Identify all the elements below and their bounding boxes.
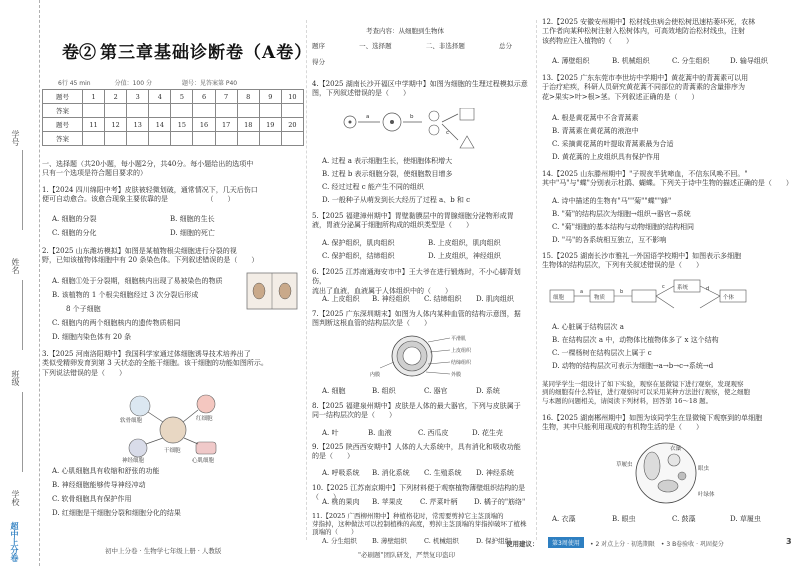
figure-label: 衣藻: [670, 446, 682, 452]
option[interactable]: D. 黄花蒿的上皮组织具有保护作用: [552, 153, 660, 161]
table-cell: [149, 104, 171, 118]
table-cell: 12: [105, 118, 127, 132]
table-cell: 3: [127, 90, 149, 104]
question-7: 7.【2025 广东深圳期末】如图为人体内某种血管的结构示意图，据 图判断这根血管的结构层次是（ ）: [312, 310, 521, 328]
figure-label: 草履虫: [616, 462, 633, 468]
option[interactable]: B. 青蒿素在黄花蒿的液泡中: [552, 127, 639, 135]
table-cell: [281, 104, 303, 118]
table-cell: 20: [281, 118, 303, 132]
option[interactable]: C. 采摘黄花蒿的叶提取青蒿素最为合适: [552, 140, 674, 148]
table-cell: [127, 132, 149, 146]
table-row: [43, 132, 304, 146]
option[interactable]: B. 苹果皮: [372, 498, 403, 506]
option[interactable]: B. 细胞的生长: [170, 215, 215, 223]
option[interactable]: C. 保护组织，结缔组织: [322, 252, 395, 260]
figure-label: 结缔组织: [451, 360, 472, 366]
option[interactable]: A. 过程 a 表示细胞生长，使细胞体积增大: [322, 157, 453, 165]
option[interactable]: B. 过程 b 表示细胞分裂，使细胞数目增多: [322, 170, 453, 178]
option[interactable]: A. 呼吸系统: [322, 469, 360, 477]
table-cell: [171, 132, 193, 146]
table-cell: 10: [281, 90, 303, 104]
table-cell: 11: [83, 118, 105, 132]
figure-label: 叶绿体: [698, 492, 715, 498]
figure-label: b: [410, 114, 414, 120]
table-cell: [215, 104, 237, 118]
column-divider: [536, 20, 537, 540]
footer-middle: "必刷题"团队研发，严禁复印盗印: [358, 551, 455, 559]
table-cell: 7: [215, 90, 237, 104]
option[interactable]: C. 芹菜叶柄: [420, 498, 458, 506]
option[interactable]: D. 草履虫: [730, 515, 761, 523]
figure-label: d: [706, 286, 710, 292]
figure-label: b: [620, 289, 624, 295]
table-cell: [149, 132, 171, 146]
option[interactable]: D. 动物的结构层次可表示为细胞→a→b→c→系统→d: [552, 362, 714, 370]
option[interactable]: D. 花生壳: [472, 429, 503, 437]
table-cell: 15: [171, 118, 193, 132]
exam-title: 第三章基础诊断卷（A卷）: [100, 43, 313, 63]
table-row: [43, 104, 304, 118]
option[interactable]: A. 分生组织: [322, 537, 357, 545]
question-1: 1.【2024 四川绵阳中考】皮肤被轻微划破，通常情况下，几天后伤口 便可自动愈合。该愈合现象主要依靠的是 （ ）: [42, 186, 258, 204]
table-cell: 题号: [43, 90, 83, 104]
table-cell: [127, 104, 149, 118]
option[interactable]: C. "菊"细胞的基本结构与动物细胞的结构相同: [552, 223, 694, 231]
question-2: 2.【2025 山东潍坊模拟】如图是某植物根尖细胞进行分裂的视 野，已知该植物体细胞中有 20 条染色体。下列叙述错误的是（ ）: [42, 247, 259, 265]
header-score: 得分: [312, 58, 325, 66]
exam-meta: 6行 45 min 分值：100 分 题号：见答案第 P40: [58, 80, 238, 87]
option[interactable]: B. 在结构层次 a 中，动物体比植物体多了 x 这个结构: [552, 336, 719, 344]
option[interactable]: D. 红细胞是干细胞分裂和细胞分化的结果: [52, 509, 181, 517]
question-15: 15.【2025 湖南长沙市雅礼一外国语学校期中】如图表示多细胞 生物体的结构层次，下列有关叙述错误的是（ ）: [542, 252, 742, 270]
table-cell: [215, 132, 237, 146]
option[interactable]: 8 个子细胞: [52, 305, 101, 313]
table-cell: 13: [127, 118, 149, 132]
option[interactable]: B. 上皮组织，肌肉组织: [428, 239, 501, 247]
option[interactable]: C. 西瓜皮: [418, 429, 449, 437]
option[interactable]: D. 肌肉组织: [476, 295, 514, 303]
table-cell: [237, 132, 259, 146]
school-label: 学校: [11, 490, 20, 506]
answer-table: [42, 89, 304, 146]
option[interactable]: C. 机械组织: [424, 537, 459, 545]
table-cell: [171, 104, 193, 118]
option[interactable]: C. 分生组织: [672, 57, 710, 65]
option[interactable]: C. 生殖系统: [424, 469, 462, 477]
table-cell: [237, 104, 259, 118]
figure-label: a: [366, 114, 370, 120]
option[interactable]: A. 薄壁组织: [552, 57, 590, 65]
figure-label: 软骨细胞: [120, 418, 143, 424]
question-13: 13.【2025 广东东莞市李世坊中学期中】黄花蒿中的青蒿素可以用 于治疗疟疾，科研人员研究黄花蒿不同部位的青蒿素的含量排序为 花>果实>叶>根>茎。下列叙述正确的是（ ）: [542, 74, 749, 101]
option[interactable]: C. 器官: [424, 387, 448, 395]
figure-label: 平滑肌: [451, 336, 467, 342]
figure-label: 红细胞: [196, 416, 213, 422]
table-cell: 17: [215, 118, 237, 132]
option[interactable]: B. 机械组织: [612, 57, 650, 65]
question-9: 9.【2025 陕西西安期中】人体的人大系统中，具有消化和吸收功能 的是（ ）: [312, 443, 521, 461]
option[interactable]: D. 输导组织: [730, 57, 768, 65]
option[interactable]: C. 结缔组织: [424, 295, 462, 303]
table-row: [43, 90, 304, 104]
blood-vessel-figure: [370, 332, 486, 380]
margin-line: [22, 392, 23, 472]
root-tip-cell-figure: [246, 272, 298, 310]
exam-badge: 卷②: [62, 43, 96, 63]
option[interactable]: D. 一般种子从萌发到长大经历了过程 a、b 和 c: [322, 196, 471, 204]
single-cell-organisms-figure: [608, 440, 728, 506]
option[interactable]: D. "马"的各系统相互独立，互不影响: [552, 236, 667, 244]
option[interactable]: B. 血液: [368, 429, 392, 437]
option[interactable]: A. 细胞①处于分裂期，细胞核内出现了易被染色的物质: [52, 277, 223, 285]
question-8: 8.【2025 福建泉州期中】皮肤是人体的最大器官，下列与皮肤属于 同一结构层次的是（ ）: [312, 402, 521, 420]
question-12: 12.【2025 安徽安州期中】松材线虫病会使松树迅速枯萎坏死，农林 工作者向某种松树注射入松树体内，可高效地防治松材线虫，注射 该药物应注入植物的（ ）: [542, 18, 756, 45]
section-title: 一、选择题（共20小题，每小题2分，共40分。每小题给出的选项中 只有一个选项是符合题目要求的）: [42, 160, 254, 178]
option[interactable]: A. 衣藻: [552, 515, 576, 523]
option[interactable]: C. 鼓藻: [672, 515, 696, 523]
question-14: 14.【2025 山东滕州期中】"子规夜半犹啼血，不信东风唤不回。" 其中"马"与"蝶"分别表示杜鹃、蝴蝶。下列关于诗中生物的描述正确的是（ ）: [542, 170, 793, 188]
question-11: 11.【2025 广西柳州期中】种植格花时，常需要剪掉它主茎顶端的 芽指掉，这种做法可以控制植株的高度，剪掉主茎顶端的芽指掉破坏了植株 顶端的（ ）: [312, 512, 527, 537]
question-5: 5.【2025 福建漳州期中】胃壁黏膜层中的胃腺细胞分泌物形成胃 液，胃液分泌属于细胞所构成的组织类型是（ ）: [312, 212, 514, 230]
option[interactable]: D. 上皮组织，神经组织: [428, 252, 501, 260]
question-6: 6.【2025 江苏南通海安市中】王大爷在进行锻炼时，不小心脚背划伤， 流出了血液，血液属于人体组织中的（ ）: [312, 268, 521, 295]
option[interactable]: A. 细胞的分裂: [52, 215, 97, 223]
reading-material: 某同学学生一组设计了如下实验，观察在显微镜下进行观察，发现观察 到的细胞有什么特征，进行观察时可以采用某种方法进行观察，使之细胞 与本题的问题相关，请阅读下列材料，回答第 16～18 题。: [542, 380, 750, 405]
table-cell: [259, 132, 281, 146]
stem-cell-figure: [118, 390, 228, 464]
figure-label: 干细胞: [164, 448, 181, 454]
option[interactable]: B. 组织: [372, 387, 396, 395]
usage-text: • 2 对点上分 · 初选期限 • 3 B卷验收 · 巩固提分: [590, 541, 724, 548]
footer-left: 初中上分卷 · 生物学七年级上册 · 人教版: [105, 547, 222, 555]
question-10: 10.【2025 江苏南京期中】下列材料便于观察植物薄壁组织结构的是（ ）: [312, 484, 526, 502]
option[interactable]: B. 消化系统: [372, 469, 410, 477]
option[interactable]: A. 诗中描述的生物有"马""菊""蝶""蜂": [552, 197, 672, 205]
margin-line: [22, 280, 23, 350]
table-cell: [259, 104, 281, 118]
table-cell: 6: [193, 90, 215, 104]
option[interactable]: D. 系统: [476, 387, 500, 395]
margin-line: [22, 150, 23, 230]
figure-label: 上皮组织: [451, 348, 472, 354]
option[interactable]: A. 桃的果肉: [322, 498, 360, 506]
student-id-label: 学号: [11, 130, 20, 146]
figure-label: c: [446, 130, 450, 136]
table-cell: 题号: [43, 118, 83, 132]
table-cell: 8: [237, 90, 259, 104]
table-cell: [105, 104, 127, 118]
table-cell: [193, 104, 215, 118]
option[interactable]: A. 保护组织，肌肉组织: [322, 239, 395, 247]
question-4: 4.【2025 湖南长沙开福区中学期中】如图为细胞的生理过程模拟示意 图，下列叙述错误的是（ ）: [312, 80, 528, 98]
option[interactable]: A. 根是黄花蒿中不含青蒿素: [552, 114, 639, 122]
figure-label: c: [662, 284, 665, 290]
table-cell: 16: [193, 118, 215, 132]
option[interactable]: B. "菊"的结构层次为细胞→组织→器官→系统: [552, 210, 691, 218]
figure-label: 内膜: [370, 372, 381, 378]
table-cell: 1: [83, 90, 105, 104]
figure-label: 眼虫: [698, 466, 710, 472]
figure-label: 神经细胞: [122, 458, 145, 464]
table-cell: 9: [259, 90, 281, 104]
option[interactable]: B. 神经组织: [372, 295, 410, 303]
table-cell: [83, 132, 105, 146]
question-3: 3.【2025 河南洛阳期中】我国科学家通过体细胞诱导技术培养出了 类似受精卵发育到第 3 天状态的全能干细胞。该干细胞的功能如图所示。 下列说法错误的是（ ）: [42, 350, 268, 377]
column-divider: [306, 20, 307, 540]
usage-label: 使用建议：: [506, 540, 539, 548]
figure-label: 物质: [594, 295, 606, 301]
option[interactable]: C. 经过过程 c 能产生不同的组织: [322, 183, 424, 191]
option[interactable]: A. 心脏属于结构层次 a: [552, 323, 624, 331]
table-cell: [193, 132, 215, 146]
option[interactable]: D. 神经系统: [476, 469, 514, 477]
option[interactable]: A. 心肌细胞具有收缩和舒张的功能: [52, 467, 160, 475]
option[interactable]: C. 细胞内的两个细胞核内的遗传物质相同: [52, 319, 181, 327]
option[interactable]: A. 细胞: [322, 387, 346, 395]
cell-process-figure: [338, 108, 488, 154]
table-cell: 答案: [43, 132, 83, 146]
option[interactable]: A. 叶: [322, 429, 339, 437]
table-cell: 4: [149, 90, 171, 104]
option[interactable]: D. 细胞内染色体有 20 条: [52, 333, 132, 341]
table-cell: [281, 132, 303, 146]
figure-label: 系统: [677, 285, 689, 291]
exam-content: 考查内容：从细胞到生物体: [366, 27, 444, 35]
option[interactable]: C. 一棵杨树在结构层次上属于 c: [552, 349, 652, 357]
option[interactable]: B. 该植物的 1 个根尖细胞经过 3 次分裂后形成: [52, 291, 199, 299]
option[interactable]: B. 神经细胞能够传导神经冲动: [52, 481, 146, 489]
option[interactable]: A. 上皮组织: [322, 295, 360, 303]
figure-label: 外膜: [451, 372, 462, 378]
option[interactable]: D. 橘子的"筋络": [474, 498, 526, 506]
table-cell: 2: [105, 90, 127, 104]
table-cell: 19: [259, 118, 281, 132]
table-cell: 答案: [43, 104, 83, 118]
table-cell: 18: [237, 118, 259, 132]
usage-tag: 第3周使用: [548, 537, 584, 548]
table-row: [43, 118, 304, 132]
option[interactable]: D. 细胞的死亡: [170, 229, 215, 237]
table-cell: 14: [149, 118, 171, 132]
margin-strip: [0, 0, 40, 566]
figure-label: 个体: [723, 295, 735, 301]
table-cell: [105, 132, 127, 146]
table-cell: [83, 104, 105, 118]
name-label: 姓名: [11, 258, 20, 274]
page-number: 3: [786, 537, 792, 546]
option[interactable]: B. 眼虫: [612, 515, 636, 523]
figure-label: a: [580, 289, 584, 295]
option[interactable]: B. 薄壁组织: [372, 537, 407, 545]
option[interactable]: C. 细胞的分化: [52, 229, 97, 237]
option[interactable]: D. 保护组织: [476, 537, 512, 545]
structure-level-figure: [548, 278, 788, 322]
header-fields: 题序 一、选择题 二、非选择题 总分: [312, 42, 512, 50]
table-cell: 5: [171, 90, 193, 104]
question-16: 16.【2025 湖南郴州期中】如图为该同学生在显微镜下观察到的单细胞 生物，其中只能利用现成的有机物生活的是（ ）: [542, 414, 763, 432]
figure-label: 细胞: [553, 295, 565, 301]
option[interactable]: C. 软骨细胞具有保护作用: [52, 495, 132, 503]
margin-logo: 超中上分卷: [10, 522, 20, 562]
figure-label: 心肌细胞: [192, 458, 215, 464]
class-label: 班级: [11, 370, 20, 386]
